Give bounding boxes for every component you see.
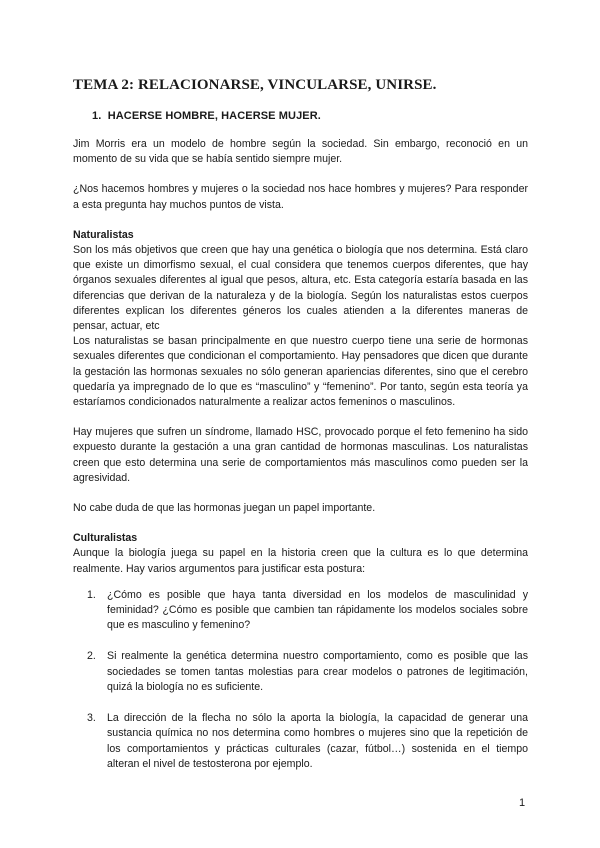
paragraph-culturalistas: Aunque la biología juega su papel en la historia creen que la cultura es lo que determina realmente. Hay varios argumentos para justificar esta postura: [73, 547, 528, 575]
paragraph-question: ¿Nos hacemos hombres y mujeres o la sociedad nos hace hombres y mujeres? Para responder a esta pregunta hay muchos puntos de vista. [73, 183, 528, 211]
list-item [73, 649, 528, 695]
page-number: 1 [519, 797, 526, 809]
list-item-text: ¿Cómo es posible que haya tanta diversidad en los modelos de masculinidad y feminidad? ¿Cómo es posible que cambien tan rápidamente los modelos sociales sobre que es masculino y femenino? [107, 588, 528, 632]
list-item [73, 588, 528, 634]
list-item-number: 3. [87, 712, 96, 725]
list-item-text: Si realmente la genética determina nuestro comportamiento, como es posible que las sociedades se tomen tantas molestias para crear modelos o patrones de legitimación, quizá la biología no es suficiente. [107, 650, 528, 693]
document-title: TEMA 2: RELACIONARSE, VINCULARSE, UNIRSE. [73, 77, 437, 93]
paragraph-hormonas: No cabe duda de que las hormonas juegan un papel importante. [73, 502, 376, 515]
heading-naturalistas: Naturalistas [73, 228, 134, 241]
list-item-text: La dirección de la flecha no sólo la aporta la biología, la capacidad de generar una sustancia química no nos determina como hombres o mujeres sino que la repetición de los comportamientos y prácticas culturales (cazar, fútbol…) sostenida en el tiempo alteran el nivel de testosterona por ejemplo. [107, 712, 528, 770]
section-title: HACERSE HOMBRE, HACERSE MUJER. [107, 110, 321, 122]
document-body [73, 137, 528, 772]
section-number: 1. [92, 110, 102, 122]
list-item-number: 1. [87, 588, 96, 601]
paragraph-naturalistas-2: Los naturalistas se basan principalmente en que nuestro cuerpo tiene una serie de hormonas sexuales diferentes que condicionan el comportamiento. Hay pensadores que dicen que durante la gestación las hormonas sexuales no sólo generan apariencias diferentes, sino que el cerebro quedaría ya impregnado de lo que es “masculino” y “femenino”. Por tanto, según esta teoría ya estaríamos condicionados naturalmente a realizar actos femeninos o masculinos. [73, 335, 528, 409]
arguments-list [73, 588, 528, 772]
heading-culturalistas: Culturalistas [73, 532, 138, 545]
list-item [73, 711, 528, 772]
list-item-number: 2. [87, 650, 96, 663]
paragraph-jim-morris: Jim Morris era un modelo de hombre según la sociedad. Sin embargo, reconoció en un momento de su vida que se había sentido siempre mujer. [73, 138, 528, 166]
paragraph-naturalistas-1: Son los más objetivos que creen que hay una genética o biología que nos determina. Está claro que existe un dimorfismo sexual, el cual considera que tenemos cuerpos diferentes, que hay órganos sexuales diferentes al igual que pesos, altura, etc. Esta categoría estaría basada en las diferencias que derivan de la naturaleza y de la biología. Según los naturalistas estos cuerpos diferentes explican los diferentes géneros los cuales atienden a la diferentes maneras de pensar, actuar, etc [73, 244, 528, 333]
paragraph-hsc: Hay mujeres que sufren un síndrome, llamado HSC, provocado porque el feto femenino ha sido expuesto durante la gestación a una gran cantidad de hormonas masculinas. Los naturalistas creen que esto determina una serie de comportamientos más masculinos como pueden ser la agresividad. [73, 426, 528, 484]
section-heading [92, 110, 321, 122]
